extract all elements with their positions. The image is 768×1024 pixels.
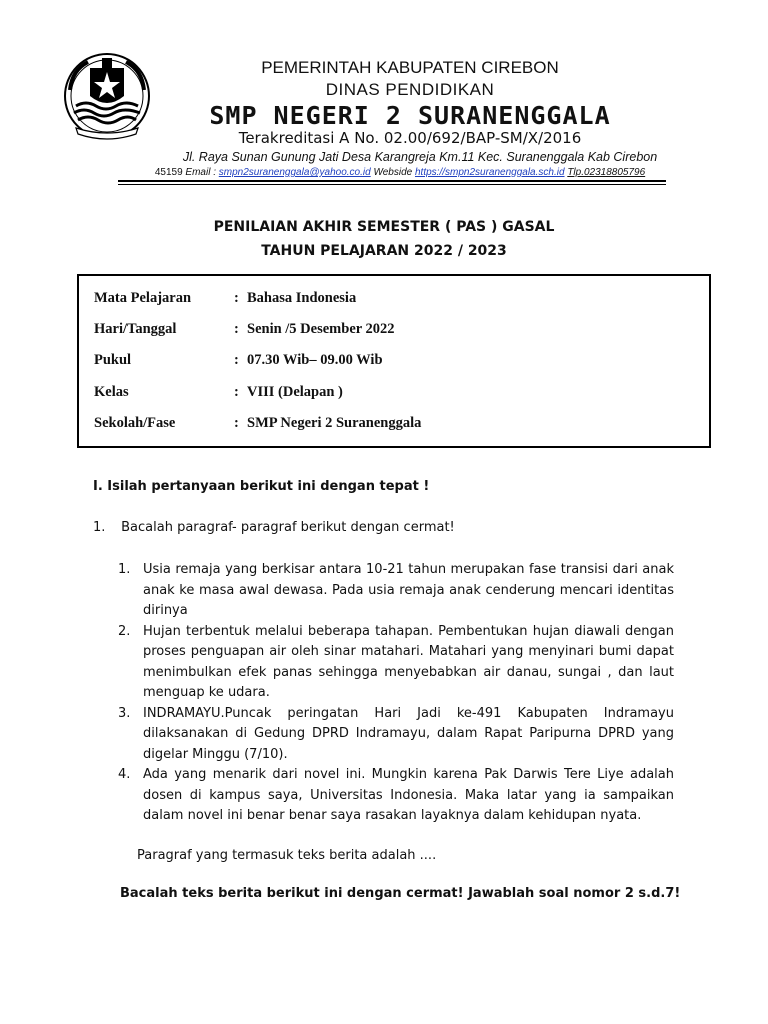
regency-crest-icon [62,50,152,140]
government-name: PEMERINTAH KABUPATEN CIREBON [261,58,559,77]
info-label: Mata Pelajaran [94,290,192,306]
list-item [118,765,674,827]
item-text: INDRAMAYU.Puncak peringatan Hari Jadi ke-491 Kabupaten Indramayu dilaksanakan di Gedung DPRD Indramayu, dalam Rapat Paripurna DPRD yang digelar Minggu (7/10). [143,705,674,762]
accreditation-text: Terakreditasi A No. 02.00/692/BAP-SM/X/2016 [238,129,582,147]
info-value: Senin /5 Desember 2022 [247,321,395,337]
website-label: Webside [373,167,413,178]
list-item [118,622,674,704]
item-number: 2. [118,623,131,639]
website-link[interactable]: https://smpn2suranenggala.sch.id [414,167,565,178]
phone-number: Tlp.02318805796 [567,167,646,178]
info-label: Hari/Tanggal [94,321,177,337]
contact-line [130,167,670,178]
letterhead-divider-thick [118,180,666,182]
info-colon: : [234,321,239,337]
postal-code: 45159 [154,167,183,178]
section-heading: I. Isilah pertanyaan berikut ini dengan tepat ! [93,479,430,494]
item-text: Hujan terbentuk melalui beberapa tahapan. Pembentukan hujan diawali dengan proses penguapan air oleh sinar matahari. Matahari yang menyinari bumi dapat menimbulkan efek panas sehingga menyebabkan air danau, sungai , dan laut menguap ke udara. [143,623,674,700]
exam-info-box [77,274,711,448]
info-value: Bahasa Indonesia [247,290,357,306]
info-value: SMP Negeri 2 Suranenggala [247,415,422,431]
item-text: Usia remaja yang berkisar antara 10-21 tahun merupakan fase transisi dari anak anak ke masa awal dewasa. Pada usia remaja anak cenderung mencari identitas dirinya [143,562,674,618]
question-text: Bacalah paragraf- paragraf berikut dengan cermat! [121,520,455,535]
letterhead-divider-thin [118,184,666,185]
school-name: SMP NEGERI 2 SURANENGGALA [209,101,611,130]
item-number: 3. [118,705,131,721]
info-label: Sekolah/Fase [94,415,176,431]
question-1 [93,520,455,535]
reading-instruction: Bacalah teks berita berikut ini dengan cermat! Jawablah soal nomor 2 s.d.7! [120,886,681,901]
exam-title: PENILAIAN AKHIR SEMESTER ( PAS ) GASAL [213,219,555,235]
email-label: Email : [185,167,216,178]
school-address: Jl. Raya Sunan Gunung Jati Desa Karangreja Km.11 Kec. Suranenggala Kab Cirebon [182,150,658,164]
list-item [118,560,674,622]
item-number: 1. [118,562,131,577]
info-value: VIII (Delapan ) [247,384,343,400]
question-number: 1. [93,520,106,535]
info-colon: : [234,290,239,306]
item-number: 4. [118,767,131,782]
info-colon: : [234,384,239,400]
info-value: 07.30 Wib– 09.00 Wib [247,352,383,368]
info-colon: : [234,352,239,368]
question-prompt: Paragraf yang termasuk teks berita adalah .... [137,848,437,863]
list-item [118,704,674,766]
info-label: Pukul [94,352,132,368]
item-text: Ada yang menarik dari novel ini. Mungkin karena Pak Darwis Tere Liye adalah dosen di kampus saya, Universitas Indonesia. Maka latar yang ia sampaikan dalam novel ini benar benar saya rasakan layaknya dalam kehidupan nyata. [143,767,674,823]
paragraph-list [118,560,674,827]
department-name: DINAS PENDIDIKAN [325,80,495,99]
info-colon: : [234,415,239,431]
email-link[interactable]: smpn2suranenggala@yahoo.co.id [218,167,371,178]
info-label: Kelas [94,384,129,400]
academic-year: TAHUN PELAJARAN 2022 / 2023 [261,243,507,259]
